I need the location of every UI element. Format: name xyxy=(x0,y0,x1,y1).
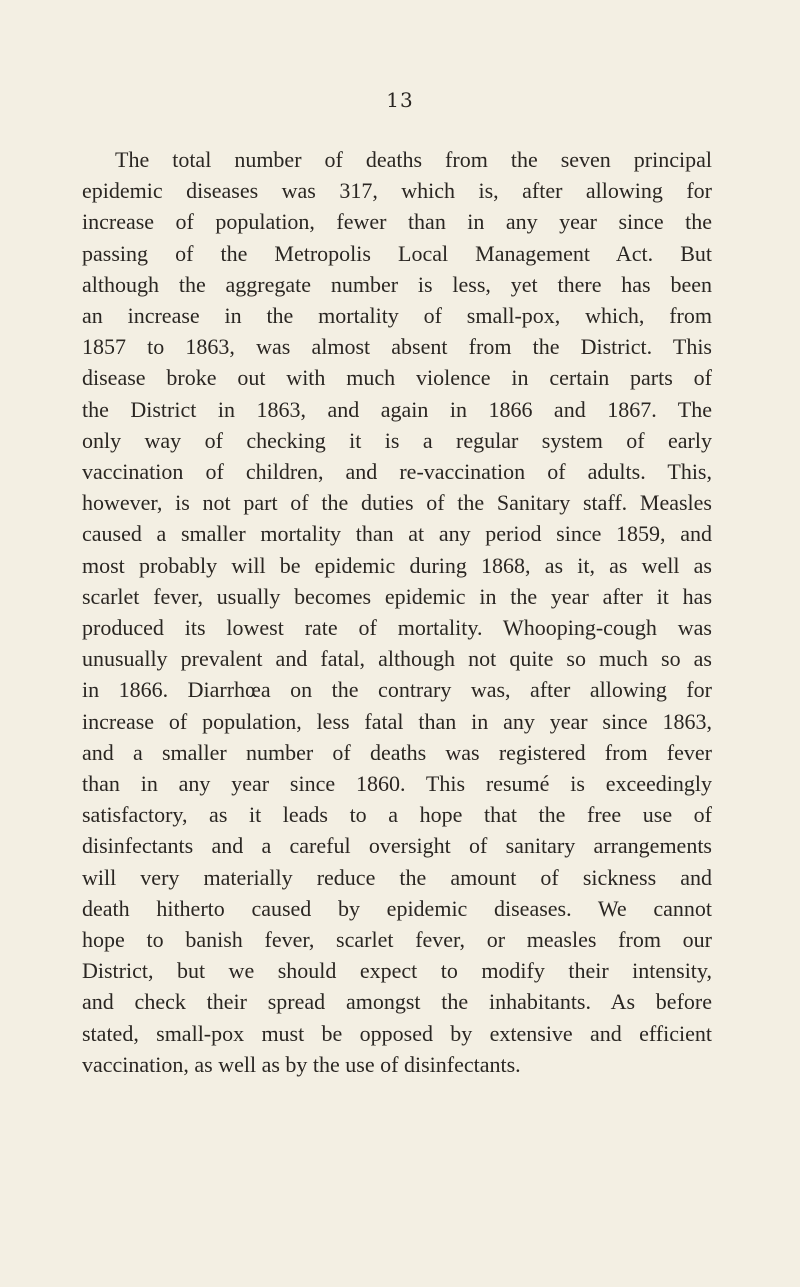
text-line: than in any year since 1860. This resumé is exceedingly xyxy=(82,771,712,797)
text-line: vaccination, as well as by the use of disinfectants. xyxy=(82,1051,521,1077)
text-line: only way of checking it is a regular system of early xyxy=(82,427,712,453)
text-line: produced its lowest rate of mortality. Whooping-cough was xyxy=(82,615,712,641)
text-line: satisfactory, as it leads to a hope that the free use of xyxy=(82,802,712,828)
text-line: caused a smaller mortality than at any period since 1859, and xyxy=(82,521,712,547)
text-line: hope to banish fever, scarlet fever, or measles from our xyxy=(82,927,712,953)
text-line: disinfectants and a careful oversight of sanitary arrangements xyxy=(82,833,712,859)
text-line: the District in 1863, and again in 1866 and 1867. The xyxy=(82,396,712,422)
text-line: passing of the Metropolis Local Management Act. But xyxy=(82,240,712,266)
text-line: an increase in the mortality of small-pox, which, from xyxy=(82,303,712,329)
text-line: unusually prevalent and fatal, although not quite so much so as xyxy=(82,646,712,672)
text-line: however, is not part of the duties of the Sanitary staff. Measles xyxy=(82,490,712,516)
text-line: epidemic diseases was 317, which is, after allowing for xyxy=(82,178,712,204)
body-paragraph xyxy=(82,144,712,1080)
text-line: and a smaller number of deaths was registered from fever xyxy=(82,739,712,765)
text-line: in 1866. Diarrhœa on the contrary was, after allowing for xyxy=(82,677,712,703)
text-line: increase of population, less fatal than in any year since 1863, xyxy=(82,708,712,734)
text-line: increase of population, fewer than in any year since the xyxy=(82,209,712,235)
text-line: although the aggregate number is less, yet there has been xyxy=(82,271,712,297)
page-number: 13 xyxy=(386,88,414,112)
text-line: The total number of deaths from the seven principal xyxy=(115,147,712,172)
text-line: will very materially reduce the amount of sickness and xyxy=(82,864,712,890)
text-line: District, but we should expect to modify their intensity, xyxy=(82,958,712,984)
text-line: scarlet fever, usually becomes epidemic in the year after it has xyxy=(82,583,712,609)
text-line: vaccination of children, and re-vaccination of adults. This, xyxy=(82,459,712,485)
text-line: and check their spread amongst the inhabitants. As before xyxy=(82,989,712,1015)
text-line: 1857 to 1863, was almost absent from the District. This xyxy=(82,334,712,360)
text-line: stated, small-pox must be opposed by extensive and efficient xyxy=(82,1020,712,1046)
text-line: disease broke out with much violence in certain parts of xyxy=(82,365,712,391)
text-line: most probably will be epidemic during 1868, as it, as well as xyxy=(82,552,712,578)
text-line: death hitherto caused by epidemic diseases. We cannot xyxy=(82,895,712,921)
